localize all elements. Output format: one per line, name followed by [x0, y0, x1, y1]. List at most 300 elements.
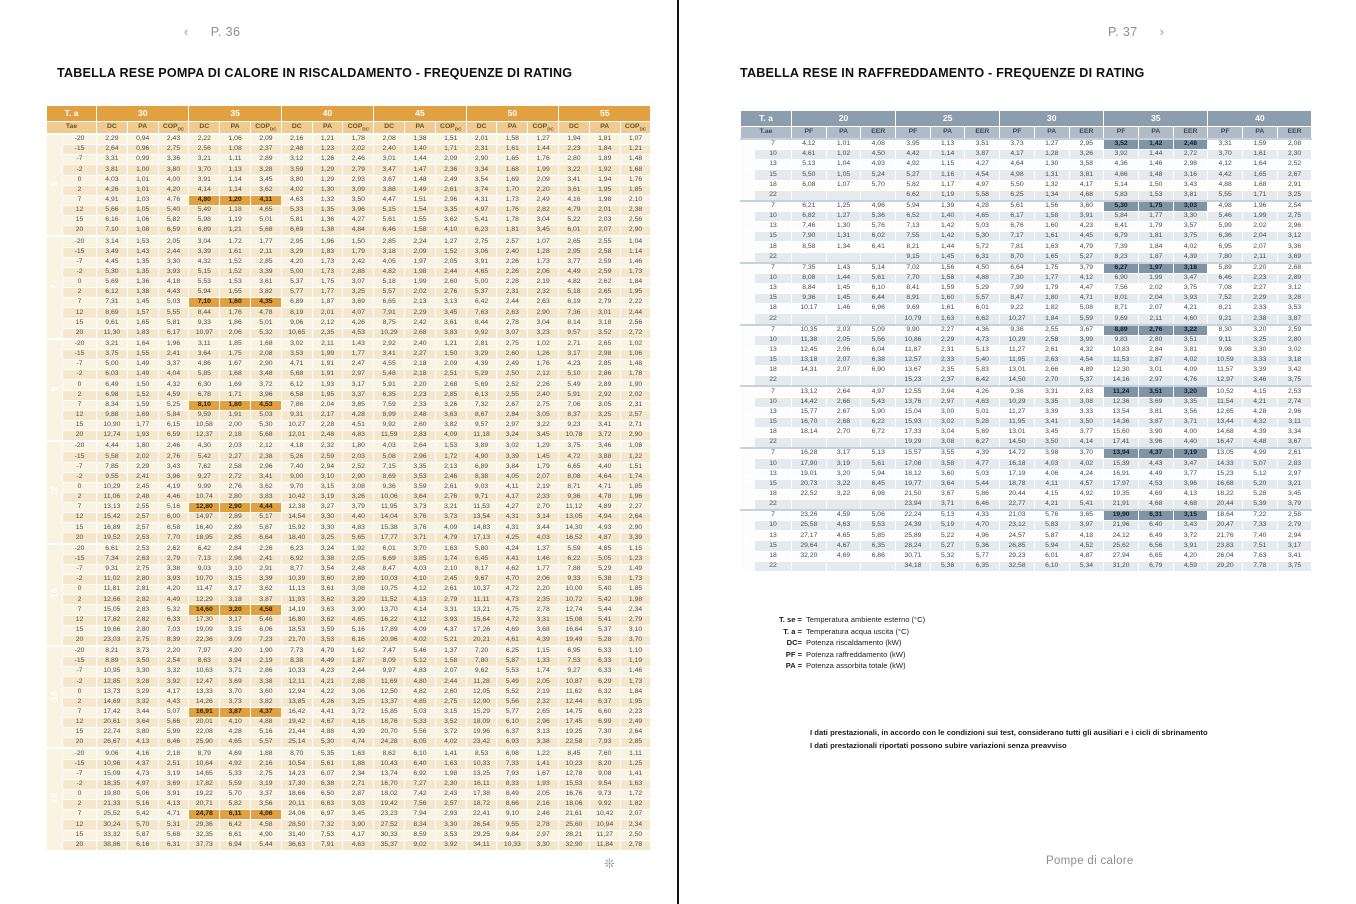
- data-cell: 6,01: [965, 304, 1000, 314]
- data-cell: 5,37: [281, 277, 312, 287]
- data-cell: 1,34: [826, 242, 861, 252]
- table-row: [47, 257, 651, 267]
- data-cell: 1,22: [528, 748, 559, 759]
- data-cell: 7,22: [1243, 510, 1278, 521]
- note-line: I dati prestazionali riportati possono subire variazioni senza preavviso: [810, 741, 1067, 750]
- data-cell: 1,19: [220, 216, 251, 226]
- data-cell: 5,94: [189, 288, 220, 298]
- data-cell: 3,21: [189, 155, 220, 165]
- data-cell: 3,72: [343, 707, 374, 717]
- data-cell: 17,13: [466, 533, 497, 544]
- data-cell: 3,30: [1243, 345, 1278, 355]
- data-cell: 14,54: [281, 513, 312, 523]
- notes: [810, 726, 1208, 752]
- data-cell: 17,90: [792, 459, 827, 469]
- data-cell: 7,91: [374, 308, 405, 318]
- data-cell: 1,85: [620, 482, 651, 492]
- data-cell: 3,59: [312, 625, 343, 635]
- data-cell: 1,67: [220, 360, 251, 370]
- table-row: [741, 479, 1312, 489]
- data-cell: 4,88: [251, 718, 282, 728]
- data-cell: 6,49: [1138, 531, 1173, 541]
- data-cell: 4,82: [405, 687, 436, 697]
- data-cell: 2,63: [1034, 355, 1069, 365]
- data-cell: 5,85: [861, 531, 896, 541]
- data-cell: 6,21: [792, 201, 827, 212]
- data-cell: 11,81: [97, 585, 128, 595]
- table-row: [741, 469, 1312, 479]
- data-cell: 5,77: [497, 707, 528, 717]
- data-cell: 3,39: [1034, 407, 1069, 417]
- data-cell: 5,31: [158, 820, 189, 830]
- data-cell: 2,48: [1173, 139, 1208, 150]
- data-cell: 2,79: [158, 554, 189, 564]
- data-cell: 1,29: [312, 175, 343, 185]
- data-cell: 6,65: [374, 298, 405, 308]
- data-cell: 3,19: [158, 769, 189, 779]
- data-cell: 3,54: [312, 564, 343, 574]
- data-cell: 2,04: [312, 400, 343, 410]
- data-cell: 3,43: [158, 462, 189, 472]
- data-cell: 3,98: [1034, 448, 1069, 459]
- data-cell: 8,77: [281, 564, 312, 574]
- data-cell: 1,90: [251, 646, 282, 657]
- data-cell: 1,26: [528, 349, 559, 359]
- data-cell: 5,00: [97, 360, 128, 370]
- data-cell: 3,41: [1034, 417, 1069, 427]
- data-cell: 1,15: [620, 544, 651, 555]
- data-cell: 2,98: [1173, 160, 1208, 170]
- data-cell: 22,77: [1000, 499, 1035, 510]
- data-cell: 1,10: [620, 646, 651, 657]
- data-cell: 10,96: [97, 759, 128, 769]
- data-cell: 2,30: [435, 779, 466, 789]
- data-cell: 1,36: [312, 216, 343, 226]
- table-row: [47, 165, 651, 175]
- data-cell: 3,60: [1069, 201, 1104, 212]
- row-temp-cell: 15: [63, 830, 97, 840]
- data-cell: 2,61: [1277, 448, 1312, 459]
- data-cell: 10,63: [189, 667, 220, 677]
- data-cell: 4,87: [1069, 551, 1104, 561]
- data-cell: 11,62: [559, 687, 590, 697]
- sub-col-header: DC: [466, 122, 497, 135]
- data-cell: 18,76: [374, 718, 405, 728]
- data-cell: 1,68: [220, 370, 251, 380]
- table-row: [47, 554, 651, 564]
- data-cell: 9,23: [559, 420, 590, 430]
- data-cell: 4,12: [1069, 273, 1104, 283]
- data-cell: 6,56: [1138, 541, 1173, 551]
- data-cell: 1,64: [127, 339, 158, 350]
- data-cell: 1,98: [620, 595, 651, 605]
- data-cell: 11,93: [281, 595, 312, 605]
- row-temp-cell: 20: [63, 226, 97, 237]
- data-cell: 11,95: [1000, 355, 1035, 365]
- col-group-header: 35: [189, 106, 281, 122]
- data-cell: 1,28: [1034, 150, 1069, 160]
- data-cell: 2,03: [589, 216, 620, 226]
- data-cell: 20,73: [792, 479, 827, 489]
- data-cell: 27,52: [374, 820, 405, 830]
- data-cell: 3,88: [374, 185, 405, 195]
- data-cell: 2,75: [127, 564, 158, 574]
- data-cell: 5,25: [158, 400, 189, 410]
- data-cell: 1,63: [1034, 242, 1069, 252]
- table-row: [47, 247, 651, 257]
- data-cell: 1,83: [312, 247, 343, 257]
- data-cell: 5,52: [497, 687, 528, 697]
- data-cell: 4,51: [343, 420, 374, 430]
- data-cell: 3,04: [528, 318, 559, 328]
- data-cell: 16,11: [466, 779, 497, 789]
- data-cell: 6,58: [158, 523, 189, 533]
- data-cell: 3,43: [1173, 180, 1208, 190]
- data-cell: 1,57: [127, 308, 158, 318]
- data-cell: 17,19: [1000, 469, 1035, 479]
- data-cell: 4,18: [158, 277, 189, 287]
- data-cell: 4,92: [896, 160, 931, 170]
- data-cell: 6,72: [861, 427, 896, 437]
- data-cell: 10,29: [374, 328, 405, 339]
- data-cell: 5,68: [251, 431, 282, 442]
- data-cell: 2,98: [589, 349, 620, 359]
- data-cell: 3,25: [312, 533, 343, 544]
- data-cell: 7,59: [374, 400, 405, 410]
- data-cell: 6,64: [1000, 263, 1035, 274]
- data-cell: 2,84: [220, 544, 251, 555]
- data-cell: 1,84: [1138, 242, 1173, 252]
- data-cell: 4,24: [497, 544, 528, 555]
- data-cell: 10,86: [896, 335, 931, 345]
- data-cell: 18,02: [374, 790, 405, 800]
- data-cell: 1,60: [1034, 222, 1069, 232]
- data-cell: 1,77: [1138, 211, 1173, 221]
- data-cell: 2,08: [1277, 139, 1312, 150]
- data-cell: 5,03: [965, 222, 1000, 232]
- data-cell: 6,40: [405, 759, 436, 769]
- data-cell: 2,44: [158, 247, 189, 257]
- data-cell: 3,62: [251, 185, 282, 195]
- data-cell: 4,49: [1138, 469, 1173, 479]
- data-cell: 18,40: [281, 533, 312, 544]
- data-cell: 3,51: [1173, 335, 1208, 345]
- row-temp-cell: 7: [755, 510, 792, 521]
- data-cell: 2,02: [620, 390, 651, 400]
- data-cell: 5,30: [965, 232, 1000, 242]
- row-temp-cell: 12: [63, 718, 97, 728]
- data-cell: 5,57: [965, 294, 1000, 304]
- data-cell: 6,27: [1104, 263, 1139, 274]
- data-cell: 4,12: [1208, 160, 1243, 170]
- data-cell: 2,43: [158, 134, 189, 145]
- row-temp-cell: 0: [63, 687, 97, 697]
- data-cell: 1,61: [930, 304, 965, 314]
- row-temp-cell: 22: [755, 561, 792, 571]
- table-row: [47, 605, 651, 615]
- data-cell: 7,10: [97, 226, 128, 237]
- data-cell: 10,78: [559, 431, 590, 442]
- data-cell: 3,35: [435, 205, 466, 215]
- data-cell: 1,48: [620, 155, 651, 165]
- table-row: [47, 635, 651, 646]
- data-cell: 2,31: [620, 400, 651, 410]
- data-cell: 3,75: [1277, 376, 1312, 387]
- data-cell: 6,05: [405, 738, 436, 749]
- data-cell: 5,91: [559, 390, 590, 400]
- corner-label: T. a: [741, 111, 792, 127]
- row-temp-cell: 12: [63, 615, 97, 625]
- data-cell: 2,56: [620, 318, 651, 328]
- data-cell: 4,89: [1069, 366, 1104, 376]
- data-cell: 1,55: [405, 216, 436, 226]
- data-cell: 4,75: [497, 605, 528, 615]
- data-cell: 1,84: [589, 145, 620, 155]
- table-row: [47, 800, 651, 810]
- data-cell: 3,81: [1069, 170, 1104, 180]
- data-cell: 1,26: [312, 155, 343, 165]
- data-cell: 4,90: [466, 452, 497, 462]
- data-cell: 6,08: [792, 180, 827, 190]
- data-cell: 2,90: [620, 226, 651, 237]
- data-cell: 3,00: [930, 407, 965, 417]
- data-cell: 8,47: [1000, 294, 1035, 304]
- chevron-left-icon[interactable]: ‹: [184, 24, 189, 39]
- data-cell: 13,44: [1208, 417, 1243, 427]
- data-cell: 5,13: [930, 510, 965, 521]
- data-cell: 2,35: [930, 366, 965, 376]
- data-cell: [826, 376, 861, 387]
- table-row: [741, 366, 1312, 376]
- data-cell: 1,99: [405, 277, 436, 287]
- data-cell: 3,67: [930, 489, 965, 499]
- data-cell: 4,71: [589, 482, 620, 492]
- data-cell: 10,03: [374, 575, 405, 585]
- data-cell: 2,78: [528, 820, 559, 830]
- data-cell: 3,49: [97, 247, 128, 257]
- data-cell: 4,92: [1069, 489, 1104, 499]
- data-cell: 3,87: [251, 595, 282, 605]
- data-cell: 2,60: [497, 349, 528, 359]
- data-cell: 3,30: [528, 840, 559, 850]
- data-cell: 4,63: [826, 521, 861, 531]
- data-cell: 2,06: [528, 575, 559, 585]
- data-cell: 3,61: [435, 318, 466, 328]
- data-cell: 28,50: [281, 820, 312, 830]
- data-cell: 2,27: [220, 452, 251, 462]
- table-row: [47, 288, 651, 298]
- table-row: [741, 397, 1312, 407]
- data-cell: 3,53: [281, 349, 312, 359]
- data-cell: 6,25: [497, 646, 528, 657]
- row-temp-cell: 7: [63, 503, 97, 513]
- data-cell: 4,02: [435, 738, 466, 749]
- page-number-left: P. 36: [210, 24, 241, 39]
- data-cell: 2,11: [312, 339, 343, 350]
- data-cell: 5,89: [1208, 263, 1243, 274]
- data-cell: 4,04: [158, 370, 189, 380]
- data-cell: 1,19: [930, 190, 965, 201]
- data-cell: 3,93: [1173, 294, 1208, 304]
- data-cell: 1,23: [312, 145, 343, 155]
- data-cell: 9,36: [1000, 386, 1035, 397]
- data-cell: 9,06: [97, 748, 128, 759]
- data-cell: 12,05: [466, 687, 497, 697]
- table-row: [741, 222, 1312, 232]
- data-cell: 2,03: [343, 452, 374, 462]
- data-cell: 2,76: [435, 492, 466, 502]
- data-cell: 5,70: [127, 820, 158, 830]
- data-cell: 5,15: [189, 267, 220, 277]
- data-cell: 5,69: [965, 427, 1000, 437]
- data-cell: 3,13: [528, 728, 559, 738]
- legend-term: T. se =: [778, 615, 802, 624]
- data-cell: 7,53: [559, 657, 590, 667]
- data-cell: 3,31: [528, 615, 559, 625]
- row-temp-cell: -7: [63, 667, 97, 677]
- data-cell: 4,59: [158, 390, 189, 400]
- data-cell: 2,52: [343, 462, 374, 472]
- data-cell: 1,07: [528, 236, 559, 247]
- data-cell: 3,69: [1138, 397, 1173, 407]
- data-cell: 2,59: [589, 267, 620, 277]
- data-cell: 3,17: [220, 615, 251, 625]
- data-cell: 1,53: [435, 441, 466, 452]
- data-cell: 4,45: [1069, 232, 1104, 242]
- data-cell: 1,05: [826, 170, 861, 180]
- data-cell: 2,36: [435, 165, 466, 175]
- data-cell: 5,16: [343, 625, 374, 635]
- data-cell: 6,31: [158, 840, 189, 850]
- data-cell: 4,70: [497, 575, 528, 585]
- data-cell: 4,02: [1173, 355, 1208, 365]
- chevron-right-icon[interactable]: ›: [1159, 24, 1165, 39]
- data-cell: 2,44: [497, 298, 528, 308]
- data-cell: 8,70: [1000, 252, 1035, 263]
- data-cell: 5,66: [97, 205, 128, 215]
- data-cell: 3,87: [220, 707, 251, 717]
- data-cell: 1,55: [127, 349, 158, 359]
- data-cell: 17,82: [189, 779, 220, 789]
- data-cell: 5,94: [1034, 541, 1069, 551]
- data-cell: 20,47: [1208, 521, 1243, 531]
- data-cell: 1,25: [620, 759, 651, 769]
- data-cell: 15,42: [97, 513, 128, 523]
- data-cell: 2,65: [589, 339, 620, 350]
- data-cell: 4,19: [158, 482, 189, 492]
- data-cell: 20,21: [466, 635, 497, 646]
- data-cell: 4,97: [965, 180, 1000, 190]
- data-cell: 4,70: [965, 521, 1000, 531]
- data-cell: 3,64: [127, 718, 158, 728]
- data-cell: 12,47: [189, 677, 220, 687]
- data-cell: 1,77: [528, 564, 559, 574]
- data-cell: 2,64: [620, 513, 651, 523]
- data-cell: [826, 438, 861, 449]
- data-cell: 3,41: [374, 349, 405, 359]
- data-cell: 32,58: [1000, 561, 1035, 571]
- data-cell: 1,76: [497, 205, 528, 215]
- data-cell: 1,78: [620, 370, 651, 380]
- data-cell: 5,13: [792, 160, 827, 170]
- legend-definition: Temperatura ambiente esterno (°C): [806, 615, 926, 624]
- data-cell: 6,36: [1208, 232, 1243, 242]
- sub-col-header: $COP_{DC}$: [528, 122, 559, 135]
- data-cell: 6,94: [220, 840, 251, 850]
- data-cell: 0,99: [127, 155, 158, 165]
- data-cell: 2,65: [528, 707, 559, 717]
- data-cell: 1,70: [497, 185, 528, 195]
- sub-col-header: $COP_{DC}$: [435, 122, 466, 135]
- data-cell: 3,12: [281, 155, 312, 165]
- data-cell: 18,22: [1208, 489, 1243, 499]
- data-cell: 4,69: [1138, 489, 1173, 499]
- data-cell: 3,45: [251, 175, 282, 185]
- table-row: [47, 175, 651, 185]
- data-cell: 5,01: [251, 318, 282, 328]
- data-cell: 4,15: [1034, 489, 1069, 499]
- data-cell: 3,75: [559, 441, 590, 452]
- data-cell: 4,20: [220, 646, 251, 657]
- row-temp-cell: 2: [63, 697, 97, 707]
- row-temp-cell: -7: [63, 257, 97, 267]
- data-cell: 6,38: [312, 779, 343, 789]
- data-cell: 5,16: [127, 800, 158, 810]
- row-temp-cell: 15: [63, 523, 97, 533]
- data-cell: 4,83: [343, 431, 374, 442]
- data-cell: 3,02: [497, 441, 528, 452]
- data-cell: 5,61: [1000, 201, 1035, 212]
- data-cell: 5,86: [965, 489, 1000, 499]
- data-cell: 13,54: [466, 513, 497, 523]
- data-cell: 32,90: [559, 840, 590, 850]
- data-cell: 18,53: [281, 625, 312, 635]
- row-temp-cell: 18: [755, 242, 792, 252]
- data-cell: 3,91: [1069, 211, 1104, 221]
- data-cell: 1,21: [220, 226, 251, 237]
- data-cell: 3,73: [1000, 139, 1035, 150]
- data-cell: 2,89: [251, 155, 282, 165]
- row-temp-cell: -20: [63, 544, 97, 555]
- table-row: [47, 195, 651, 205]
- row-temp-cell: 7: [63, 810, 97, 820]
- data-cell: 2,53: [127, 544, 158, 555]
- data-cell: 5,37: [466, 288, 497, 298]
- data-cell: 7,90: [792, 232, 827, 242]
- data-cell: 4,20: [158, 185, 189, 195]
- data-cell: 15,39: [1104, 459, 1139, 469]
- data-cell: 2,76: [1138, 325, 1173, 336]
- data-cell: 2,20: [528, 185, 559, 195]
- table-row: [47, 390, 651, 400]
- data-cell: 3,52: [1104, 139, 1139, 150]
- data-cell: 3,80: [158, 165, 189, 175]
- data-cell: 2,18: [405, 360, 436, 370]
- data-cell: 1,14: [220, 175, 251, 185]
- data-cell: 3,01: [374, 155, 405, 165]
- data-cell: 2,62: [158, 544, 189, 555]
- data-cell: 5,53: [189, 277, 220, 287]
- data-cell: 3,26: [435, 400, 466, 410]
- data-cell: 37,73: [189, 840, 220, 850]
- data-cell: 1,19: [620, 657, 651, 667]
- data-cell: 1,36: [127, 277, 158, 287]
- data-cell: 5,56: [497, 697, 528, 707]
- data-cell: 7,17: [1000, 232, 1035, 242]
- data-cell: 6,33: [589, 667, 620, 677]
- data-cell: 1,75: [312, 277, 343, 287]
- data-cell: 1,17: [930, 180, 965, 190]
